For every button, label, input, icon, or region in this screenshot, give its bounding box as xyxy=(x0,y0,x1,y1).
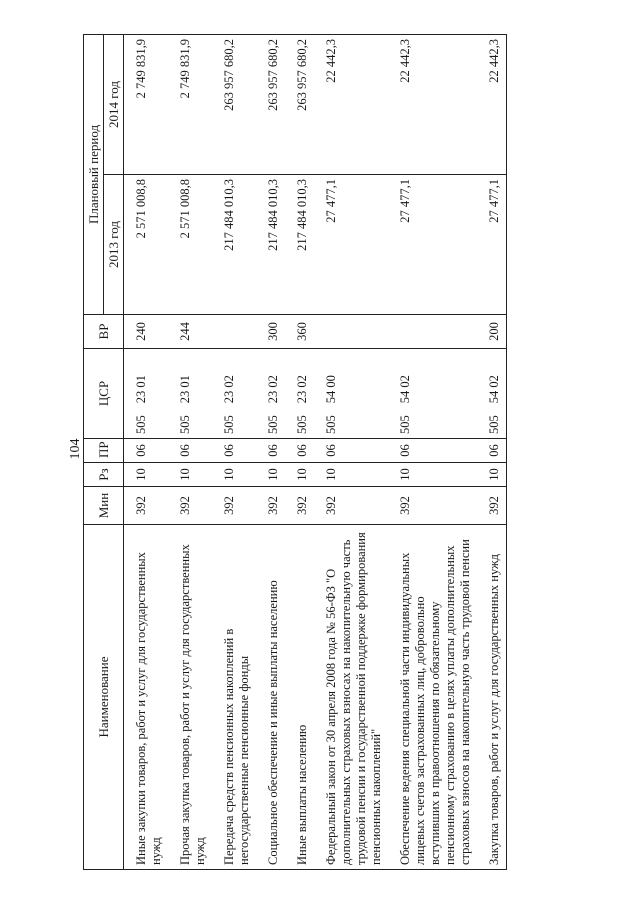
row-2014: 263 957 680,2 xyxy=(256,34,285,174)
row-pr: 06 xyxy=(388,439,477,463)
row-name: Социальное обеспечение и иные выплаты населению xyxy=(256,525,285,870)
row-csr xyxy=(388,349,477,439)
row-pr: 06 xyxy=(168,439,212,463)
row-name: Федеральный закон от 30 апреля 2008 года № 56-ФЗ "О дополнительных страховых взносах на накопительную часть трудовой пенсии и государственной поддержке формирования пенсионных накоплений" xyxy=(314,525,388,870)
header-csr: ЦСР xyxy=(84,349,124,439)
header-year-2013: 2013 год xyxy=(104,175,124,315)
row-csr-b: 54 02 xyxy=(487,375,501,404)
row-csr-b: 54 02 xyxy=(398,375,412,404)
row-csr-b: 54 00 xyxy=(324,375,338,404)
row-csr-b: 23 01 xyxy=(178,375,192,404)
row-csr-b: 23 01 xyxy=(134,375,148,404)
row-name: Иные закупки товаров, работ и услуг для государственных нужд xyxy=(124,525,169,870)
row-vr: 360 xyxy=(285,315,314,349)
row-min: 392 xyxy=(124,487,169,525)
row-2013: 217 484 010,3 xyxy=(256,175,285,315)
row-csr-b: 23 02 xyxy=(266,375,280,404)
row-vr: 300 xyxy=(256,315,285,349)
table-row xyxy=(256,34,285,869)
row-name: Передача средств пенсионных накоплений в негосударственные пенсионные фонды xyxy=(212,525,256,870)
row-2014: 2 749 831,9 xyxy=(168,34,212,174)
row-min: 392 xyxy=(477,487,507,525)
row-2014: 22 442,3 xyxy=(388,34,477,174)
page-number: 104 xyxy=(68,438,83,460)
header-vr: ВР xyxy=(84,315,124,349)
row-2013: 27 477,1 xyxy=(388,175,477,315)
row-2013: 2 571 008,8 xyxy=(168,175,212,315)
row-2013: 2 571 008,8 xyxy=(124,175,169,315)
row-csr-a: 505 xyxy=(295,415,309,434)
row-min: 392 xyxy=(256,487,285,525)
row-vr xyxy=(388,315,477,349)
table-wrapper xyxy=(83,35,595,870)
row-vr: 200 xyxy=(477,315,507,349)
row-2014: 22 442,3 xyxy=(477,34,507,174)
row-rz: 10 xyxy=(314,463,388,487)
row-2014: 263 957 680,2 xyxy=(285,34,314,174)
row-2014: 2 749 831,9 xyxy=(124,34,169,174)
row-rz: 10 xyxy=(256,463,285,487)
row-csr-a: 505 xyxy=(134,415,148,434)
row-pr: 06 xyxy=(212,439,256,463)
row-csr xyxy=(124,349,169,439)
row-2014: 22 442,3 xyxy=(314,34,388,174)
table-row xyxy=(124,34,169,869)
header-year-2014: 2014 год xyxy=(104,34,124,174)
row-vr: 244 xyxy=(168,315,212,349)
row-min: 392 xyxy=(285,487,314,525)
header-rz: Рз xyxy=(84,463,124,487)
row-2014: 263 957 680,2 xyxy=(212,34,256,174)
row-2013: 217 484 010,3 xyxy=(212,175,256,315)
row-csr-a: 505 xyxy=(398,415,412,434)
row-pr: 06 xyxy=(124,439,169,463)
row-csr xyxy=(285,349,314,439)
row-csr xyxy=(168,349,212,439)
row-rz: 10 xyxy=(388,463,477,487)
table-row xyxy=(168,34,212,869)
row-rz: 10 xyxy=(168,463,212,487)
row-min: 392 xyxy=(212,487,256,525)
budget-table xyxy=(83,34,507,870)
row-vr: 240 xyxy=(124,315,169,349)
row-2013: 27 477,1 xyxy=(477,175,507,315)
header-pr: ПР xyxy=(84,439,124,463)
row-csr-b: 23 02 xyxy=(295,375,309,404)
table-row xyxy=(388,34,477,869)
row-name: Закупка товаров, работ и услуг для государственных нужд xyxy=(477,525,507,870)
table-row xyxy=(314,34,388,869)
row-rz: 10 xyxy=(124,463,169,487)
row-csr-a: 505 xyxy=(266,415,280,434)
row-name: Иные выплаты населению xyxy=(285,525,314,870)
row-name: Обеспечение ведения специальной части индивидуальных лицевых счетов застрахованных лиц, добровольно вступивших в правоотношения по обязательному пенсионному страхованию в целях уплаты дополнительных страховых взносов на накопительную часть трудовой пенсии xyxy=(388,525,477,870)
row-csr-a: 505 xyxy=(324,415,338,434)
row-csr-a: 505 xyxy=(178,415,192,434)
row-pr: 06 xyxy=(477,439,507,463)
row-pr: 06 xyxy=(314,439,388,463)
table-row xyxy=(285,34,314,869)
row-csr xyxy=(314,349,388,439)
row-csr xyxy=(212,349,256,439)
header-min: Мин xyxy=(84,487,124,525)
row-min: 392 xyxy=(314,487,388,525)
header-planned-period: Плановый период xyxy=(84,34,104,314)
row-csr xyxy=(477,349,507,439)
row-vr xyxy=(314,315,388,349)
row-pr: 06 xyxy=(256,439,285,463)
table-row xyxy=(477,34,507,869)
row-2013: 217 484 010,3 xyxy=(285,175,314,315)
row-csr-a: 505 xyxy=(222,415,236,434)
row-2013: 27 477,1 xyxy=(314,175,388,315)
row-vr xyxy=(212,315,256,349)
row-rz: 10 xyxy=(285,463,314,487)
table-row xyxy=(212,34,256,869)
row-pr: 06 xyxy=(285,439,314,463)
row-min: 392 xyxy=(168,487,212,525)
row-rz: 10 xyxy=(477,463,507,487)
row-min: 392 xyxy=(388,487,477,525)
row-name: Прочая закупка товаров, работ и услуг для государственных нужд xyxy=(168,525,212,870)
row-csr xyxy=(256,349,285,439)
header-name: Наименование xyxy=(84,525,124,870)
header-row xyxy=(84,34,104,869)
row-rz: 10 xyxy=(212,463,256,487)
row-csr-b: 23 02 xyxy=(222,375,236,404)
row-csr-a: 505 xyxy=(487,415,501,434)
